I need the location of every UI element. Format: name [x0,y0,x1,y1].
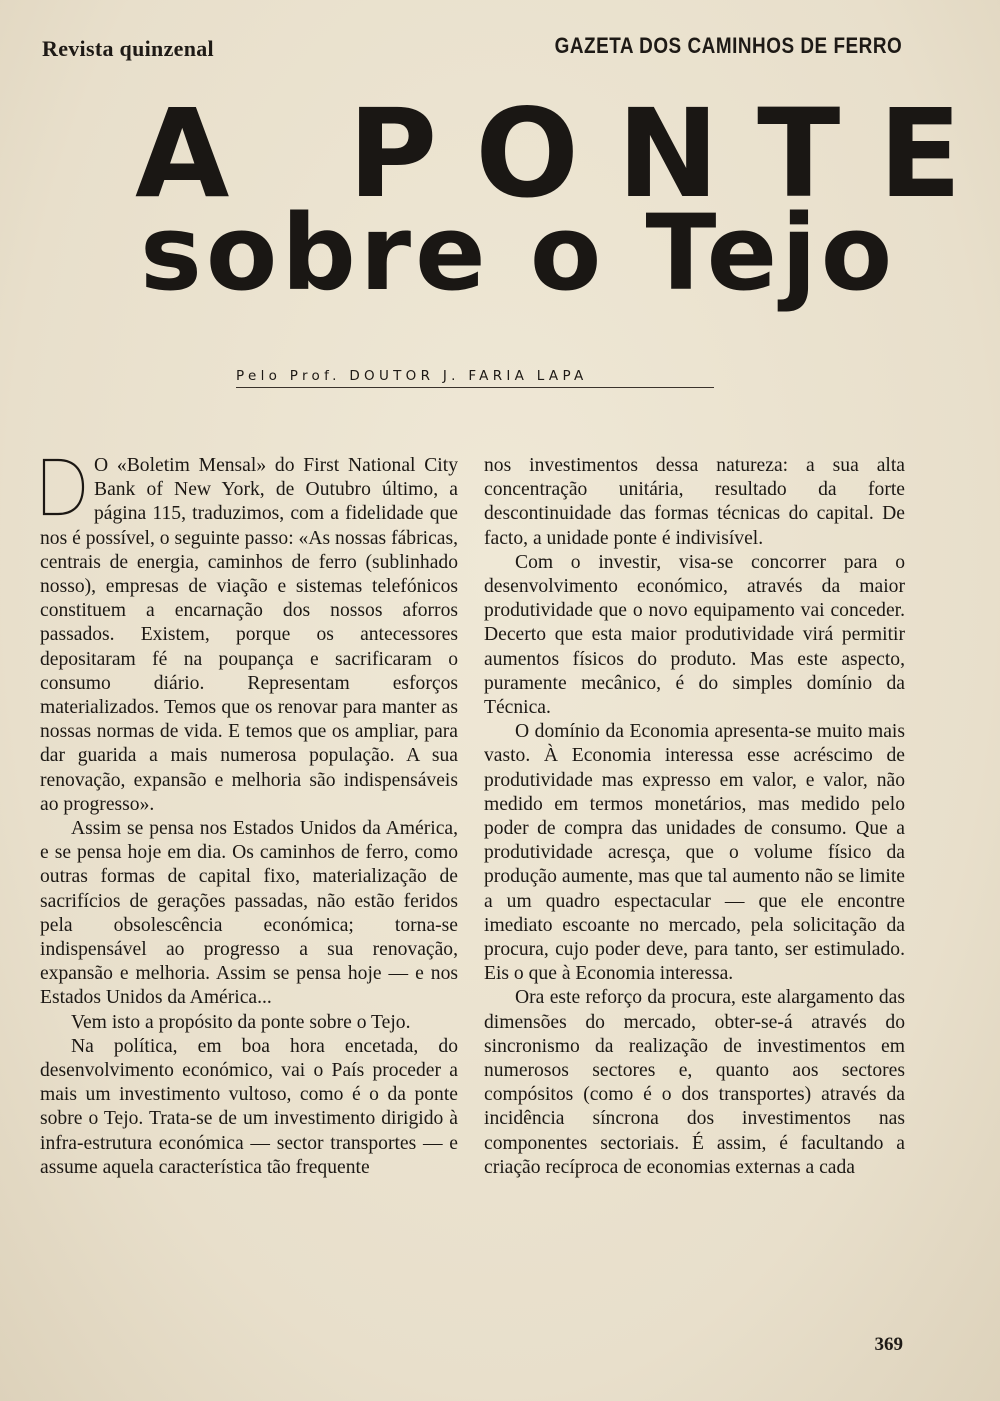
header-magazine-title: GAZETA DOS CAMINHOS DE FERRO [554,33,902,58]
paragraph: O domínio da Economia apresenta-se muito mais vasto. À Economia interessa esse acréscimo de produtividade mas expresso em valor, e valor, não medido em termos monetários, mas medido pelo poder de compra das unidades de consumo. Que a produtividade acresça, que o volume físico da produção aumente, mas que tal aumento não se limite a um quadro espectacular — que ele encontre imediato escoante no mercado, pela solicitação da procura, cujo poder deve, para tanto, ser estimulado. Eis o que à Economia interessa. [484,721,905,985]
dropcap-glyph [40,458,86,516]
right-column [484,454,905,1180]
paragraph: Ora este reforço da procura, este alargamento das dimensões do mercado, obter-se-á através do sincronismo da realização de investimentos em numerosos sectores e, quanto aos sectores compósitos (como é o dos transportes) através da incidência síncrona dos investimentos nas componentes sectoriais. É assim, é facultando a criação recíproca de economias externas a cada [484,987,905,1178]
page-number: 369 [874,1334,903,1355]
article-title-line-1: A PONTE [135,83,1000,225]
paragraph: Assim se pensa nos Estados Unidos da América, e se pensa hoje em dia. Os caminhos de ferro, como outras formas de capital fixo, materialização de sacrifícios de gerações passadas, não estão feridos pela obsolescência económica; torna-se indispensável ao progresso a sua renovação, expansão e melhoria. Assim se pensa hoje — e nos Estados Unidos da América... [40,818,458,1009]
paragraph: Com o investir, visa-se concorrer para o desenvolvimento económico, através da maior produtividade que o novo equipamento vai conceder. Decerto que esta maior produtividade virá permitir aumentos físicos do produto. Mas este aspecto, puramente mecânico, é do simples domínio da Técnica. [484,551,905,719]
header-publication-frequency: Revista quinzenal [42,36,214,61]
article-title-line-2: sobre o Tejo [140,192,897,314]
paragraph: Na política, em boa hora encetada, do desenvolvimento económico, vai o País proceder a mais um investimento vultoso, como é o da ponte sobre o Tejo. Trata-se de um investimento dirigido à infra-estrutura económica — sector transportes — e assume aquela característica tão frequente [40,1035,458,1178]
article-byline: Pelo Prof. DOUTOR J. FARIA LAPA [236,368,714,388]
left-column [40,454,458,1180]
paragraph: Vem isto a propósito da ponte sobre o Tejo. [71,1011,411,1033]
dropcap-letter [40,458,86,516]
paragraph: O «Boletim Mensal» do First National City Bank of New York, de Outubro último, a página 115, traduzimos, com a fidelidade que nos é possível, o seguinte passo: «As nossas fábricas, centrais de energia, caminhos de ferro (sublinhado nosso), empresas de viação e sistemas telefónicos constituem a encarnação dos nossos aforros passados. Existem, porque os antecessores depositaram fé na poupança e sacrificaram o consumo diário. Representam esforços materializados. Temos que os renovar para manter as nossas normas de vida. E temos que os ampliar, para dar guarida a mais numerosa população. A sua renovação, expansão e melhoria são indispensáveis ao progresso». [40,455,458,815]
paragraph: nos investimentos dessa natureza: a sua alta concentração unitária, resultado da forte descontinuidade das formas técnicas do capital. De facto, a unidade ponte é indivisível. [484,455,905,549]
